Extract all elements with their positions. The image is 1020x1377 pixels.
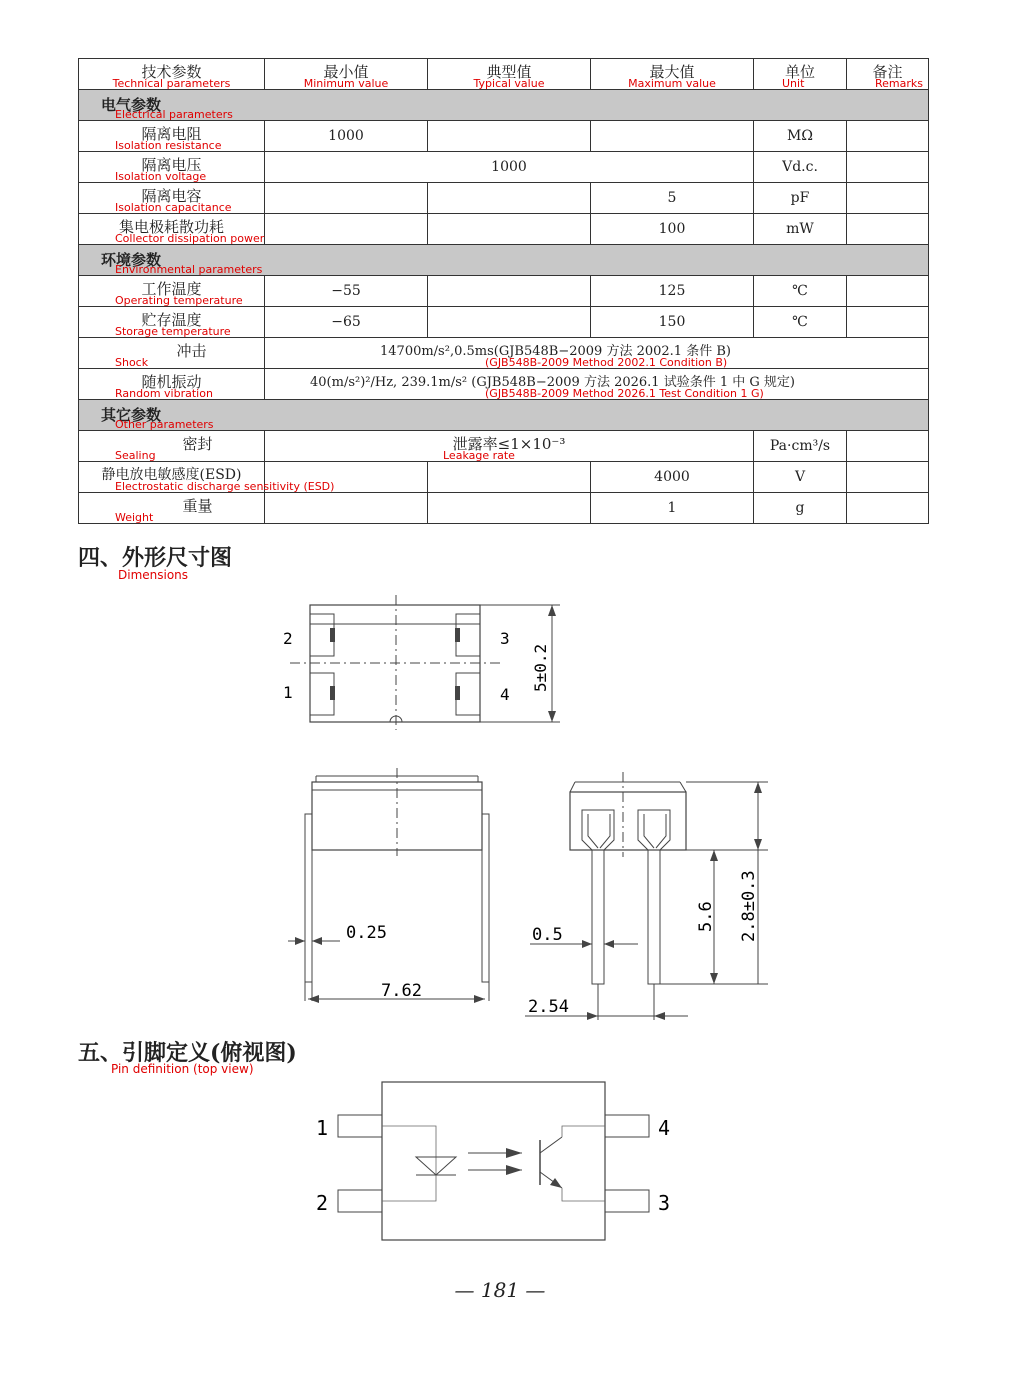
pinout-diagram <box>300 1075 700 1250</box>
header-cell: 单位 Unit <box>754 59 847 90</box>
table-row: 隔离电阻 Isolation resistance 1000 MΩ <box>79 121 929 152</box>
table-row: 隔离电压 Isolation voltage 1000 Vd.c. <box>79 152 929 183</box>
lead-width-dim: 0.25 <box>346 923 387 943</box>
section-row-electrical: 电气参数 Electrical parameters <box>79 90 929 121</box>
top-view-drawing <box>270 590 570 740</box>
pin-1-label: 1 <box>316 1116 329 1140</box>
section-5-heading-en: Pin definition (top view) <box>111 1062 254 1076</box>
table-row: 随机振动 Random vibration 40(m/s²)²/Hz, 239.1m/s² (GJB548B−2009 方法 2026.1 试验条件 1 中 G 规定) (GJB548B-2009 Method 2026.1 Test Condition 1 G) <box>79 369 929 400</box>
table-row: 贮存温度 Storage temperature −65 150 ℃ <box>79 307 929 338</box>
section-row-environmental: 环境参数 Environmental parameters <box>79 245 929 276</box>
lead-length-dim: 5.6 <box>696 901 716 932</box>
body-height-dim: 2.8±0.3 <box>739 870 759 942</box>
table-row: 重量 Weight 1 g <box>79 493 929 524</box>
pin-3-label: 3 <box>658 1191 671 1215</box>
table-row: 集电极耗散功耗 Collector dissipation power 100 mW <box>79 214 929 245</box>
header-cell: 最大值 Maximum value <box>591 59 754 90</box>
header-cell: 最小值 Minimum value <box>265 59 428 90</box>
table-row: 静电放电敏感度(ESD) Electrostatic discharge sensitivity (ESD) 4000 V <box>79 462 929 493</box>
pin-pitch-dim: 2.54 <box>528 997 569 1017</box>
side-view-drawing <box>280 766 520 1016</box>
table-row: 密封 Sealing 泄露率≤1×10⁻³ Leakage rate Pa·cm³/s <box>79 431 929 462</box>
header-cell: 典型值 Typical value <box>428 59 591 90</box>
table-row: 工作温度 Operating temperature −55 125 ℃ <box>79 276 929 307</box>
section-5-heading: 五、引脚定义(俯视图) <box>78 1040 297 1066</box>
table-row: 隔离电容 Isolation capacitance 5 pF <box>79 183 929 214</box>
section-row-other: 其它参数 Other parameters <box>79 400 929 431</box>
pin-4-label: 4 <box>500 685 510 704</box>
pitch-dim: 7.62 <box>381 981 422 1001</box>
pin-3-label: 3 <box>500 629 510 648</box>
section-4-heading-en: Dimensions <box>118 568 189 582</box>
lead-thick-dim: 0.5 <box>532 925 563 945</box>
pin-2-label: 2 <box>283 629 293 648</box>
table-row: 冲击 Shock 14700m/s²,0.5ms(GJB548B−2009 方法 2002.1 条件 B) (GJB548B-2009 Method 2002.1 Condition B) <box>79 338 929 369</box>
section-4-heading: 四、外形尺寸图 <box>78 545 233 571</box>
pin-4-label: 4 <box>658 1116 671 1140</box>
header-cell: 技术参数 Technical parameters <box>79 59 265 90</box>
height-dim: 5±0.2 <box>531 643 550 692</box>
pin-1-label: 1 <box>283 683 293 702</box>
header-cell: 备注 Remarks <box>847 59 929 90</box>
pin-2-label: 2 <box>316 1191 329 1215</box>
spec-table <box>78 58 929 524</box>
table-header-row <box>79 59 929 90</box>
page-number: — 181 — <box>454 1278 546 1302</box>
end-view-drawing <box>520 772 790 1022</box>
